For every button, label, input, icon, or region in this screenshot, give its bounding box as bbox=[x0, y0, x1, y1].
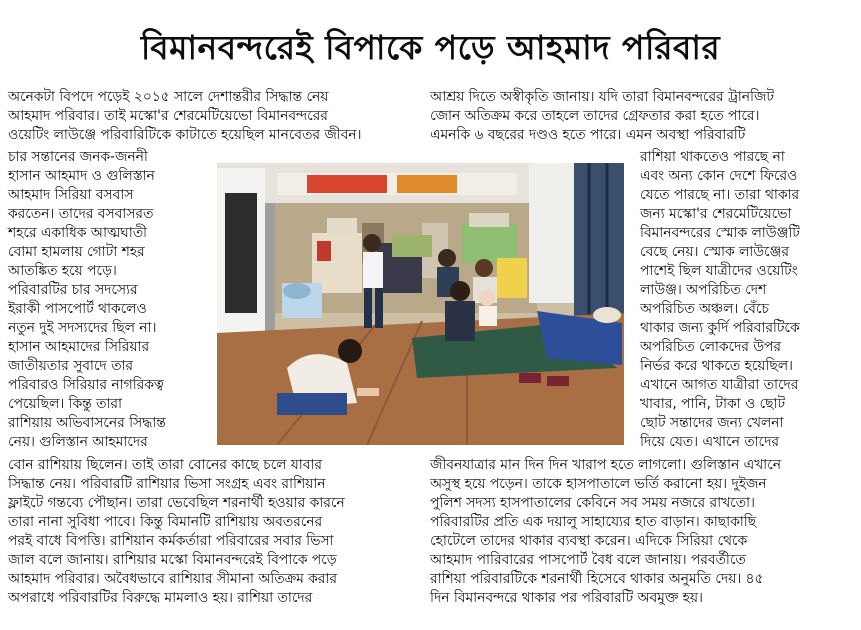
article-line: ইরাকী পাসপোর্ট থাকলেও bbox=[8, 301, 147, 317]
article-line: পরিবারটির প্রতি এক দয়ালু সাহায্যের হাত বাড়ান। কাছাকাছি bbox=[430, 514, 757, 530]
article-line: ওয়েটিং লাউঞ্জে পরিবারিটিকে কাটাতে হয়েছিল মানবেতর জীবন। bbox=[8, 127, 362, 143]
article-line: হাসান আহমাদ ও গুলিস্তান bbox=[8, 168, 155, 184]
article-line: বিমানবন্দরের স্মোক লাউঞ্জটি bbox=[640, 225, 800, 241]
article-line: অপরাধে পরিবারটির বিরুদ্ধে মামলাও হয়। রাশিয়া তাদের bbox=[8, 590, 313, 606]
article-line: এখানে আগত যাত্রীরা তাদের bbox=[640, 377, 799, 393]
article-line: হোটেলে তাদের থাকার ব্যবস্থা করেন। এদিকে সিরিয়া থেকে bbox=[430, 533, 748, 549]
article-line: হাসান আহমাদের সিরিয়ার bbox=[8, 339, 150, 355]
article-line: জোন অতিক্রম করে তাহলে তাদের গ্রেফতার করা হতে পারে। bbox=[430, 108, 760, 124]
article-line: শহরে একাধিক আত্মঘাতী bbox=[8, 225, 148, 241]
article-line: আতঙ্কিত হয়ে পড়ে। bbox=[8, 263, 117, 279]
article-line: যেতে পারছে না। তারা থাকার bbox=[640, 187, 800, 203]
article-line: পাশেই ছিল যাত্রীদের ওয়েটিং bbox=[640, 263, 798, 279]
article-line: অনেকটা বিপদে পড়েই ২০১৫ সালে দেশান্তরীর সিদ্ধান্ত নেয় bbox=[8, 89, 329, 105]
article-line: রাশিয়া পরিবারটিকে শরনার্থী হিসেবে থাকার অনুমতি দেয়। ৪৫ bbox=[430, 571, 764, 587]
article-line: দিন বিমানবন্দরে থাকার পর পরিবারটি অবমুক্ত হয়। bbox=[430, 590, 703, 606]
article-line: আহমাদ পরিবার। তাই মস্কো'র শেরমেটিয়েভো বিমানবন্দরের bbox=[8, 108, 328, 124]
article-line: পরিবারও সিরিয়ার নাগরিকত্ব bbox=[8, 377, 164, 393]
article-photo bbox=[217, 163, 624, 445]
article-line: পরই বাধে বিপত্তি। রাশিয়ান কর্মকর্তারা পরিবারের সবার ভিসা bbox=[8, 533, 334, 549]
article-line: দিয়ে যেত। এখানে তাদের bbox=[640, 434, 779, 450]
article-line: আহমাদ পারিবারের পাসপোর্ট বৈধ বলে জানায়। পরবর্তীতে bbox=[430, 552, 746, 568]
article-line: পেয়েছিল। কিন্তু তারা bbox=[8, 396, 122, 412]
headline: বিমানবন্দরেই বিপাকে পড়ে আহমাদ পরিবার bbox=[140, 28, 721, 67]
article-line: থাকার জন্য কুর্দি পরিবারটিকে bbox=[640, 320, 800, 336]
article-line: জীবনযাত্রার মান দিন দিন খারাপ হতে লাগলো। গুলিস্তান এখানে bbox=[430, 457, 781, 473]
article-line: নতুন দুই সদস্যদের ছিল না। bbox=[8, 320, 157, 336]
article-line: বেছে নেয়। স্মোক লাউঞ্জের bbox=[640, 244, 789, 260]
article-line: ফ্লাইটে গন্তব্যে পৌছান। তারা ভেবেছিল শরনার্থী হওয়ার কারনে bbox=[8, 495, 345, 511]
article-line: জাতীয়তার সুবাদে তার bbox=[8, 358, 134, 374]
article-line: ছোট সন্তাদের জন্য খেলনা bbox=[640, 415, 784, 431]
article-line: পরিবারটির চার সদস্যের bbox=[8, 282, 138, 298]
article-line: নির্ভর করে থাকতে হয়েছিল। bbox=[640, 358, 793, 374]
article-line: রাশিয়ায় অভিবাসনের সিদ্ধান্ত bbox=[8, 415, 166, 431]
article-line: নেয়। গুলিস্তান আহমাদের bbox=[8, 434, 148, 450]
article-line: এমনকি ৬ বছরের দণ্ডও হতে পারে। এমন অবস্থা পরিবারটি bbox=[430, 127, 746, 143]
article-line: করতেন। তাদের বসবাসরত bbox=[8, 206, 154, 222]
airport-lounge-illustration bbox=[217, 163, 624, 445]
article-line: তারা নানা সুবিধা পাবে। কিন্তু বিমানটি রাশিয়ায় অবতরনের bbox=[8, 514, 323, 530]
article-line: রাশিয়া থাকতেও পারছে না bbox=[640, 149, 785, 165]
article-line: জন্য মস্কো'র শেরমেটিয়েভো bbox=[640, 206, 792, 222]
article-line: অসুস্থ হয়ে পড়েন। তাকে হাসপাতালে ভর্তি করানো হয়। দুইজন bbox=[430, 476, 767, 492]
article-line: বোন রাশিয়ায় ছিলেন। তাই তারা বোনের কাছে চলে যাবার bbox=[8, 457, 323, 473]
article-line: পুলিশ সদস্য হাসপাতালের কেবিনে সব সময় নজরে রাখতো। bbox=[430, 495, 755, 511]
article-line: আশ্রয় দিতে অস্বীকৃতি জানায়। যদি তারা বিমানবন্দরের ট্রানজিট bbox=[430, 89, 774, 105]
article-line: আহমাদ সিরিয়া বসবাস bbox=[8, 187, 134, 203]
article-line: লাউঞ্জ। অপরিচিত দেশ bbox=[640, 282, 767, 298]
article-line: অপরিচিত লোকদের উপর bbox=[640, 339, 781, 355]
article-line: এবং অন্য কোন দেশে ফিরেও bbox=[640, 168, 798, 184]
article-line: আহমাদ পরিবার। অবৈধভাবে রাশিয়ার সীমানা অতিক্রম করার bbox=[8, 571, 337, 587]
article-line: সিদ্ধান্ত নেয়। পরিবারটি রাশিয়ার ভিসা সংগ্রহ এবং রাশিয়ান bbox=[8, 476, 326, 492]
article-line: চার সন্তানের জনক-জননী bbox=[8, 149, 148, 165]
article-line: খাবার, পানি, টাকা ও ছোট bbox=[640, 396, 785, 412]
article-line: জাল বলে জানায়। রাশিয়ার মস্কো বিমানবন্দরেই বিপাকে পড়ে bbox=[8, 552, 337, 568]
article-line: বোমা হামলায় গোটা শহর bbox=[8, 244, 145, 260]
article-line: অপরিচিত অঞ্চল। বেঁচে bbox=[640, 301, 769, 317]
